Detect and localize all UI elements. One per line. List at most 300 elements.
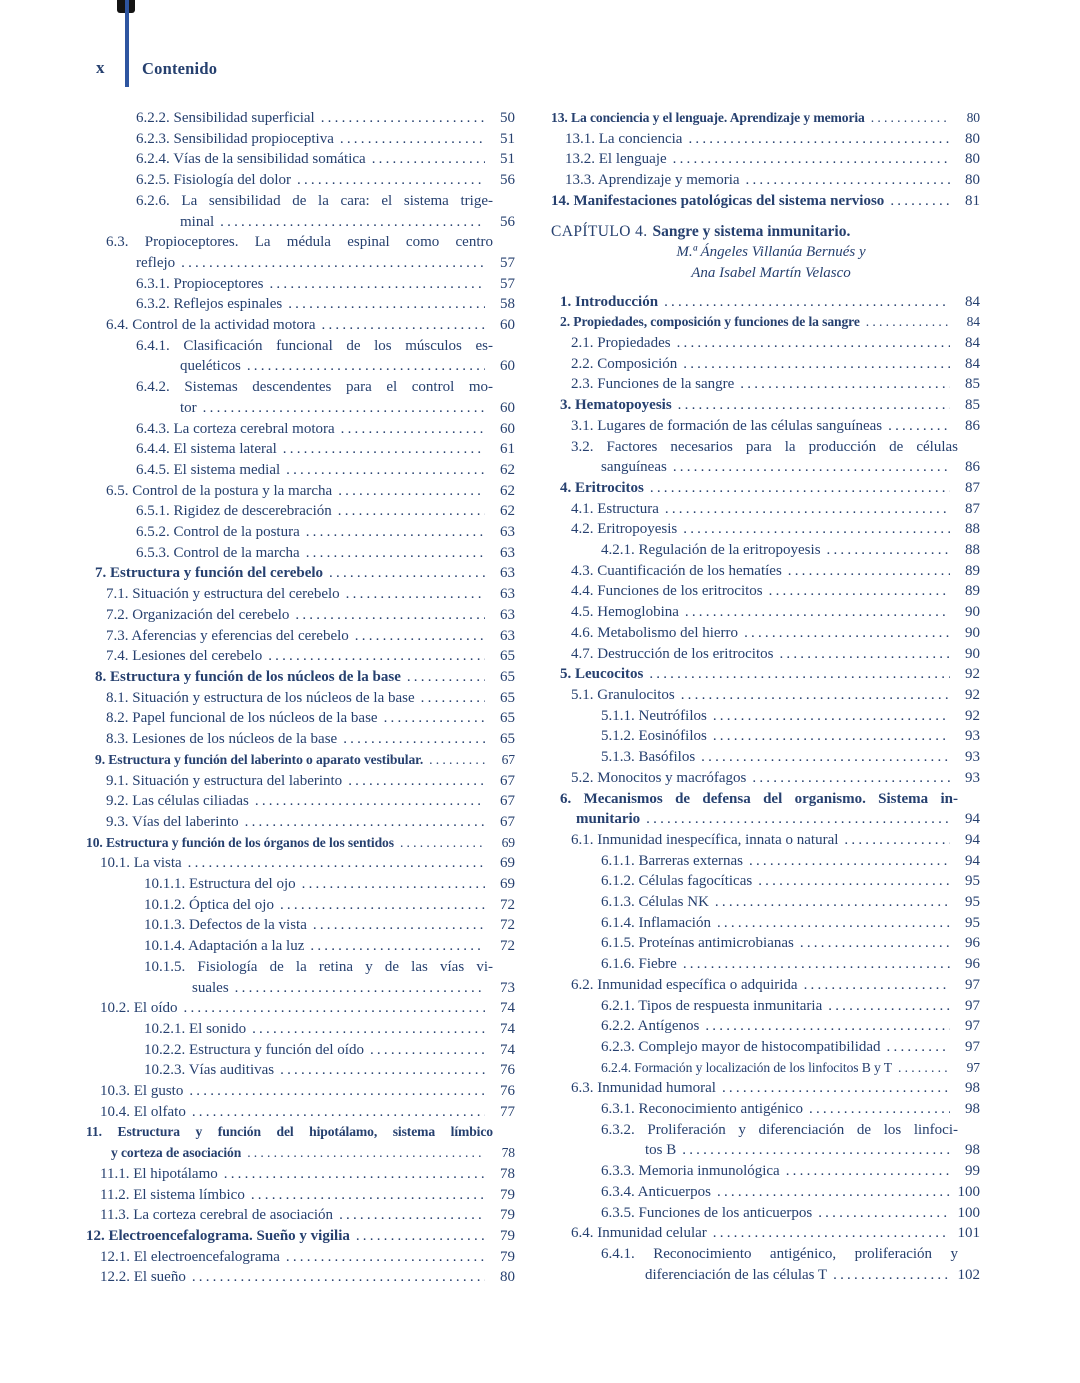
toc-entry-text: 6.2.2. Sensibilidad superficial [136,110,315,126]
dot-leader [833,1265,950,1286]
toc-entry-page: 93 [965,749,980,766]
toc-entry-page: 97 [965,1018,980,1035]
toc-entry-line [551,540,980,561]
dot-leader [192,1102,485,1123]
dot-leader [251,1185,485,1206]
toc-entry-line [551,954,980,975]
toc-entry[interactable] [86,563,515,584]
toc-entry[interactable] [551,1182,980,1203]
toc-entry-text: 10.1.2. Óptica del ojo [144,896,274,913]
dot-leader [871,108,950,129]
toc-entry-text: 4.1. Estructura [571,500,659,517]
toc-entry-text: 6.3.4. Anticuerpos [601,1183,711,1200]
toc-entry-line [551,871,980,892]
toc-entry-text: 6.3. Inmunidad humoral [571,1080,716,1097]
toc-entry-page: 79 [500,1207,515,1224]
toc-entry-line [551,191,980,212]
toc-entry-line [86,771,515,792]
toc-entry[interactable] [86,584,515,605]
toc-entry-text: 3. Hematopoyesis [560,397,672,414]
toc-entry-line [86,978,515,999]
toc-entry-page: 62 [500,482,515,499]
dot-leader [252,1019,485,1040]
toc-entry-text: 6.2.4. Formación y localización de los linfocitos B y T [601,1059,892,1075]
dot-leader [306,543,485,564]
toc-entry[interactable] [86,1081,515,1102]
toc-entry-line [86,356,515,377]
toc-entry-line: 6.2.6. La sensibilidad de la cara: el sistema trige- [136,192,493,209]
toc-entry[interactable] [86,108,515,129]
dot-leader [295,605,485,626]
toc-entry[interactable] [551,892,980,913]
toc-entry[interactable] [86,315,515,336]
dot-leader [255,791,485,812]
toc-entry[interactable] [86,874,515,895]
toc-entry[interactable] [86,626,515,647]
toc-entry-page: 102 [957,1266,980,1283]
toc-entry[interactable] [551,975,980,996]
toc-entry[interactable] [551,416,980,437]
toc-entry[interactable] [551,354,980,375]
toc-entry[interactable] [551,333,980,354]
toc-entry[interactable] [86,957,515,998]
dot-leader [664,292,950,313]
dot-leader [705,1016,950,1037]
dot-leader [701,747,950,768]
toc-entry-line [86,1143,515,1164]
toc-entry-text: 6.2. Inmunidad específica o adquirida [571,976,798,993]
toc-entry-page: 63 [500,544,515,561]
toc-entry-text: 6.1.6. Fiebre [601,956,677,973]
toc-entry[interactable] [551,644,980,665]
toc-entry-line [86,998,515,1019]
dot-leader [224,1164,485,1185]
dot-leader [809,1099,950,1120]
dot-leader [286,1247,485,1268]
toc-entry[interactable] [551,996,980,1017]
toc-entry-page: 95 [965,873,980,890]
toc-entry[interactable] [551,561,980,582]
toc-entry[interactable] [551,519,980,540]
toc-entry[interactable] [551,871,980,892]
toc-entry-line [86,481,515,502]
toc-entry[interactable] [551,789,980,830]
toc-entry[interactable] [86,191,515,232]
toc-entry-text: 5.2. Monocitos y macrófagos [571,769,747,786]
toc-entry[interactable] [551,581,980,602]
toc-entry[interactable] [86,1247,515,1268]
toc-entry-line [86,853,515,874]
toc-entry[interactable] [551,129,980,150]
toc-entry-page: 65 [500,668,515,685]
toc-entry[interactable] [551,726,980,747]
dot-leader [235,978,485,999]
toc-entry-page: 84 [965,293,980,310]
dot-leader [269,274,485,295]
dot-leader [758,871,950,892]
toc-entry[interactable] [551,149,980,170]
toc-entry[interactable] [86,998,515,1019]
toc-entry[interactable] [551,747,980,768]
toc-entry-page: 78 [501,1145,515,1161]
toc-entry[interactable] [551,170,980,191]
dot-leader [322,315,485,336]
dot-leader [247,1143,485,1164]
toc-entry[interactable] [551,706,980,727]
toc-entry[interactable] [551,1223,980,1244]
toc-entry-page: 79 [500,1248,515,1265]
toc-entry-page: 81 [965,192,980,209]
toc-entry[interactable] [86,1102,515,1123]
toc-entry-page: 51 [500,151,515,168]
dot-leader [649,664,950,685]
toc-entry[interactable] [86,1122,515,1163]
toc-entry-line [551,354,980,375]
toc-entry[interactable] [551,395,980,416]
toc-entry-text: 3.1. Lugares de formación de las células sanguíneas [571,417,883,434]
toc-entry[interactable] [551,540,980,561]
toc-entry-page: 56 [500,213,515,230]
toc-entry-text: 10. Estructura y función de los órganos de los sentidos [86,834,394,850]
toc-entry-page: 67 [501,751,515,767]
toc-entry-text: 4.2. Eritropoyesis [571,521,678,538]
toc-entry[interactable] [86,481,515,502]
toc-entry-line [86,1267,515,1288]
toc-entry-line [551,1161,980,1182]
dot-leader [188,853,485,874]
toc-entry-line [551,1099,980,1120]
toc-entry-page: 67 [500,772,515,789]
toc-entry[interactable] [551,292,980,313]
toc-entry[interactable] [551,851,980,872]
dot-leader [302,874,485,895]
toc-entry-page: 99 [965,1163,980,1180]
dot-leader [372,149,485,170]
dot-leader [348,771,485,792]
toc-entry-text: 1. Introducción [560,293,659,310]
toc-entry-page: 84 [965,335,980,352]
running-head-title: Contenido [142,59,218,78]
dot-leader [749,851,950,872]
toc-entry[interactable] [86,646,515,667]
toc-entry-line [86,501,515,522]
toc-entry[interactable] [551,602,980,623]
toc-entry[interactable] [86,1060,515,1081]
toc-entry[interactable] [86,170,515,191]
toc-entry[interactable] [86,915,515,936]
chapter-author: Ana Isabel Martín Velasco [691,264,851,281]
toc-entry[interactable] [551,108,980,129]
dot-leader [744,623,950,644]
toc-entry-page: 50 [500,110,515,126]
dot-leader [189,1081,485,1102]
toc-entry[interactable] [551,623,980,644]
dot-leader [329,563,485,584]
toc-entry[interactable] [551,913,980,934]
toc-entry[interactable] [86,1267,515,1288]
toc-entry-line [86,605,515,626]
toc-entry[interactable] [551,1016,980,1037]
toc-entry[interactable] [86,274,515,295]
toc-entry-text: 7. Estructura y función del cerebelo [95,565,324,582]
dot-leader [340,129,485,150]
chapter-author: M.ª Ángeles Villanúa Bernués y [676,244,866,261]
toc-entry-text: reflejo [136,254,176,271]
toc-entry[interactable] [86,501,515,522]
toc-entry-text: 10.4. El olfato [100,1103,186,1120]
toc-entry-text: 6.5. Control de la postura y la marcha [106,482,333,499]
toc-entry-line [551,602,980,623]
toc-entry-text: 10.1.1. Estructura del ojo [144,876,296,893]
toc-entry-line [86,1185,515,1206]
toc-entry[interactable] [86,419,515,440]
dot-leader [713,706,950,727]
dot-leader [746,170,950,191]
toc-column-right [551,108,980,1288]
toc-entry-text: 6.1.2. Células fagocíticas [601,873,753,890]
toc-entry-text: 6.1. Inmunidad inespecífica, innata o natural [571,831,839,848]
toc-entry[interactable] [86,791,515,812]
toc-entry-line [86,750,515,771]
toc-entry-text: 8. Estructura y función de los núcleos de la base [95,668,401,685]
toc-entry[interactable] [551,768,980,789]
toc-entry[interactable] [86,688,515,709]
toc-entry[interactable] [86,771,515,792]
toc-entry-line: 6.4.1. Reconocimiento antigénico, proliferación y [601,1245,958,1262]
toc-entry[interactable] [551,685,980,706]
toc-entry-line: 6.3.2. Proliferación y diferenciación de los linfoci- [601,1121,958,1138]
toc-entry-line [551,1265,980,1286]
dot-leader [683,519,950,540]
toc-entry[interactable] [551,312,980,333]
toc-entry-line [551,1078,980,1099]
toc-entry-line [86,1019,515,1040]
toc-entry-text: 9.3. Vías del laberinto [106,813,239,830]
toc-entry-text: diferenciación de las células T [645,1266,828,1283]
toc-entry[interactable] [86,605,515,626]
toc-entry[interactable] [551,830,980,851]
dot-leader [370,1040,485,1061]
toc-entry[interactable] [86,294,515,315]
toc-entry-text: 13. La conciencia y el lenguaje. Aprendizaje y memoria [551,110,865,125]
toc-entry[interactable] [86,936,515,957]
toc-entry-text: 5.1.3. Basófilos [601,749,696,766]
toc-entry[interactable] [86,729,515,750]
toc-entry[interactable] [86,129,515,150]
toc-entry-text: 8.3. Lesiones de los núcleos de la base [106,731,338,748]
toc-entry-page: 60 [500,317,515,334]
toc-entry-line [86,522,515,543]
toc-entry-text: 6.3.3. Memoria inmunológica [601,1163,780,1180]
toc-entry[interactable] [551,374,980,395]
toc-entry-page: 79 [500,1186,515,1203]
dot-leader [673,149,950,170]
toc-entry[interactable] [551,1120,980,1161]
toc-entry-page: 69 [500,876,515,893]
dot-leader [888,416,950,437]
toc-entry-line [86,294,515,315]
toc-entry-line [86,1226,515,1247]
dot-leader [203,398,485,419]
toc-entry-line [86,460,515,481]
toc-column-left [86,108,515,1288]
toc-entry-line [551,726,980,747]
dot-leader [283,439,485,460]
toc-entry[interactable] [86,149,515,170]
toc-entry[interactable] [551,1244,980,1285]
dot-leader [804,975,950,996]
toc-entry-line [551,768,980,789]
toc-entry-line [551,561,980,582]
toc-entry[interactable] [86,1185,515,1206]
toc-entry-page: 94 [965,831,980,848]
toc-entry-text: 4.4. Funciones de los eritrocitos [571,583,763,600]
toc-entry[interactable] [86,750,515,771]
toc-entry[interactable] [86,667,515,688]
toc-entry-text: 10.1.3. Defectos de la vista [144,917,307,934]
dot-leader [677,333,950,354]
toc-entry[interactable] [551,1161,980,1182]
toc-entry-line [551,374,980,395]
toc-entry-line: 6. Mecanismos de defensa del organismo. Sistema in- [560,790,958,807]
toc-entry-line [551,312,980,333]
toc-entry[interactable] [86,232,515,273]
toc-entry-line [86,874,515,895]
dot-leader [338,501,485,522]
toc-entry-text: 4.5. Hemoglobina [571,604,679,621]
toc-entry-line [551,1182,980,1203]
toc-entry-text: suales [192,979,229,996]
toc-entry-text: 6.2.3. Complejo mayor de histocompatibilidad [601,1038,881,1055]
toc-entry-page: 65 [500,731,515,748]
dot-leader [665,499,950,520]
dot-leader [713,726,950,747]
toc-entry[interactable] [86,1205,515,1226]
toc-entry[interactable] [551,478,980,499]
toc-entry-line [551,292,980,313]
chapter-title: Sangre y sistema inmunitario. [652,222,851,240]
dot-leader [683,354,950,375]
toc-entry[interactable] [86,543,515,564]
dot-leader [800,933,950,954]
toc-entry-text: 2. Propiedades, composición y funciones de la sangre [560,314,860,330]
toc-entry[interactable] [551,1099,980,1120]
toc-entry-text: 6.1.3. Células NK [601,894,709,911]
toc-entry-page: 63 [500,606,515,623]
toc-entry-text: 11.2. El sistema límbico [100,1186,245,1203]
toc-entry-text: 6.5.1. Rigidez de descerebración [136,503,332,520]
toc-entry-page: 62 [500,461,515,478]
toc-entry[interactable] [551,499,980,520]
toc-entry-line [86,129,515,150]
toc-entry-line [86,915,515,936]
toc-entry-line [551,149,980,170]
toc-entry-text: 6.3.5. Funciones de los anticuerpos [601,1204,813,1221]
toc-entry-line [551,892,980,913]
toc-entry[interactable] [86,812,515,833]
toc-entry-text: 10.2. El oído [100,1000,178,1017]
toc-entry-page: 92 [965,666,980,683]
toc-entry-page: 63 [500,586,515,603]
toc-entry[interactable] [86,1226,515,1247]
toc-entry[interactable] [86,708,515,729]
toc-entry[interactable] [86,895,515,916]
toc-entry-text: 7.1. Situación y estructura del cerebelo [106,586,340,603]
toc-entry[interactable] [86,1164,515,1185]
toc-entry-text: 9. Estructura y función del laberinto o aparato vestibular. [95,751,424,767]
dot-leader [786,1161,950,1182]
dot-leader [844,830,950,851]
toc-entry-page: 56 [500,172,515,189]
toc-entry-page: 84 [966,314,980,330]
toc-entry-page: 80 [965,130,980,147]
toc-entry-line [86,253,515,274]
toc-entry-page: 85 [965,397,980,414]
toc-entry[interactable] [551,954,980,975]
toc-entry[interactable] [551,1078,980,1099]
toc-entry[interactable] [86,1040,515,1061]
toc-entry[interactable] [86,439,515,460]
toc-entry-line [86,626,515,647]
toc-entry[interactable] [86,377,515,418]
toc-entry-text: 5.1.1. Neutrófilos [601,707,707,724]
toc-entry-line [551,851,980,872]
toc-entry[interactable] [86,460,515,481]
toc-entry[interactable] [86,833,515,854]
toc-entry-page: 88 [965,542,980,559]
toc-entry[interactable] [551,933,980,954]
toc-entry-text: 5.1.2. Eosinófilos [601,728,707,745]
toc-entry[interactable] [551,1037,980,1058]
toc-entry-page: 100 [957,1183,980,1200]
dot-leader [828,996,950,1017]
toc-entry-page: 80 [965,151,980,168]
toc-entry-text: 12.1. El electroencefalograma [100,1248,280,1265]
toc-entry[interactable] [551,437,980,478]
toc-entry-text: 14. Manifestaciones patológicas del sistema nervioso [551,192,885,209]
toc-entry-line [86,708,515,729]
dot-leader [288,294,485,315]
toc-entry[interactable] [86,1019,515,1040]
toc-entry-text: 10.2.1. El sonido [144,1020,247,1037]
toc-entry[interactable] [551,1058,980,1079]
toc-entry[interactable] [551,664,980,685]
toc-entry-line [551,457,980,478]
toc-entry[interactable] [86,522,515,543]
dot-leader [247,356,485,377]
dot-leader [740,374,950,395]
toc-entry[interactable] [86,853,515,874]
toc-entry-text: 7.3. Aferencias y eferencias del cerebelo [106,627,349,644]
page-number: x [96,58,105,77]
dot-leader [827,540,950,561]
toc-entry-text: 6.2.3. Sensibilidad propioceptiva [136,130,334,147]
dot-leader [343,729,485,750]
toc-entry-line [551,1203,980,1224]
toc-entry-line [551,1058,980,1079]
toc-entry[interactable] [551,1203,980,1224]
toc-entry-page: 89 [965,583,980,600]
toc-entry-page: 97 [965,1038,980,1055]
toc-entry-page: 74 [500,1041,515,1058]
toc-entry-page: 94 [965,852,980,869]
toc-entry[interactable] [551,191,980,212]
dot-leader [339,1205,485,1226]
toc-entry-line [551,1037,980,1058]
toc-entry-page: 62 [500,503,515,520]
toc-entry[interactable] [86,336,515,377]
toc-entry-line: 3.2. Factores necesarios para la producción de células [571,438,958,455]
